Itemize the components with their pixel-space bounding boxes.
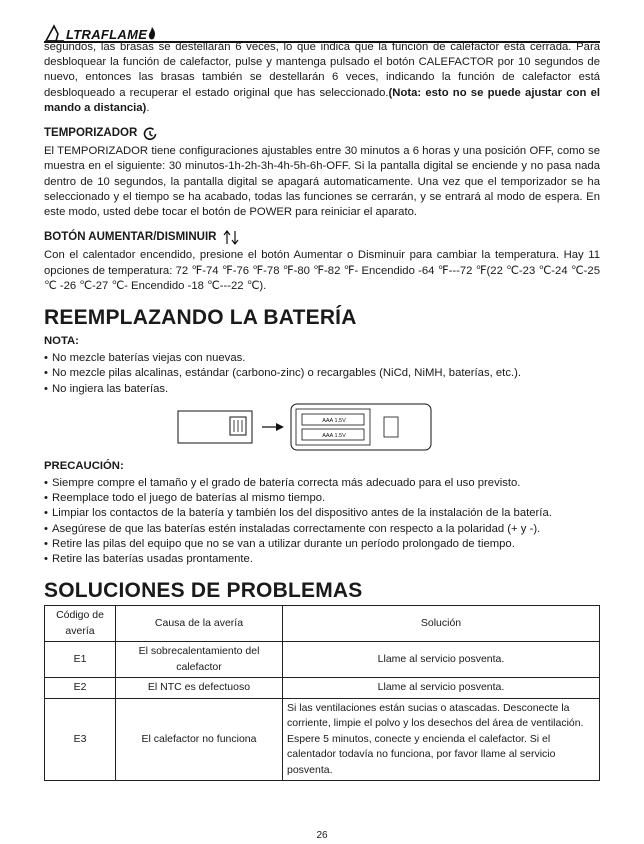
table-cell: El sobrecalentamiento del calefactor	[116, 642, 283, 678]
timer-paragraph: El TEMPORIZADOR tiene configuraciones ajustables entre 30 minutos a 6 horas y una posición OFF, como se muestra en el siguiente: 30 minutos-1h-2h-3h-4h-5h-6h-OFF. Si la pantalla digital se enciende y no pasa nada dentro de 10 segundos, la pantalla digital se apagará automaticamente. Una vez que el temporizador se ha seleccionado y el tiempo se ha acabado, todas las funciones se cerrarán, y se entrará al modo de espera. En este modo, usted debe tocar el botón de POWER para reiniciar el aparato.	[44, 145, 600, 219]
table-cell: Llame al servicio posventa.	[283, 678, 600, 699]
table-cell: Si las ventilaciones están sucias o atascadas. Desconecte la corriente, limpie el polvo y los desechos del área de ventilación. Espere 5 minutos, conecte y encienda el calefactor. Si el calentador todavía no funciona, por favor llame al servicio posventa.	[283, 698, 600, 781]
list-item: • No ingiera las baterías.	[44, 382, 169, 395]
intro-paragraph: segundos, las brasas se destellarán 6 veces, lo que indica que la función de calefactor está cerrada. Para desbloquear la función de calefactor, pulse y mantenga pulsado el botón CALEFACTOR por 10 segundos de nuevo, entonces las brasas también se destellarán 6 veces, indicando la función de calefactor está desbloqueado a recuperar el estado original que has seleccionado.(Nota: esto no se puede ajustar con el mando a distancia).	[44, 41, 600, 114]
battery-title: REEMPLAZANDO LA BATERÍA	[44, 306, 357, 330]
table-cell: E3	[45, 698, 116, 781]
table-cell: E1	[45, 642, 116, 678]
table-header: Solución	[283, 606, 600, 642]
page-number: 26	[316, 830, 328, 841]
up-down-heading: BOTÓN AUMENTAR/DISMINUIR	[44, 230, 600, 245]
content	[44, 40, 600, 781]
table-header: Código de avería	[45, 606, 116, 642]
note-list	[44, 351, 600, 397]
battery-label-1: AAA 1.5V	[322, 417, 346, 424]
list-item: • Reemplace todo el juego de baterías al mismo tiempo.	[44, 492, 326, 505]
list-item: • Asegúrese de que las baterías estén instaladas correctamente con respecto a la polaridad (+ y -).	[44, 522, 541, 535]
troubleshooting-table	[44, 605, 600, 781]
table-cell: Llame al servicio posventa.	[283, 642, 600, 678]
list-item: • No mezcle pilas alcalinas, estándar (carbono-zinc) o recargables (NiCd, NiMH, baterías, etc.).	[44, 367, 522, 380]
table-row	[45, 678, 600, 699]
table-header-row	[45, 606, 600, 642]
caution-list	[44, 476, 600, 567]
table-cell: El calefactor no funciona	[116, 698, 283, 781]
up-down-paragraph: Con el calentador encendido, presione el botón Aumentar o Disminuir para cambiar la temperatura. Hay 11 opciones de temperatura: 72 ℉-74 ℉-76 ℉-78 ℉-80 ℉-82 ℉- Encendido -64 ℉---72 ℉(22 ℃-23 ℃-24 ℃-25 ℃ -26 ℃-27 ℃- Encendido -18 ℃---22 ℃).	[44, 249, 600, 292]
troubleshooting-title: SOLUCIONES DE PROBLEMAS	[44, 579, 363, 603]
timer-heading: TEMPORIZADOR	[44, 126, 600, 141]
brand-name: LTRAFLAME	[66, 27, 148, 42]
list-item: • No mezcle baterías viejas con nuevas.	[44, 352, 246, 365]
battery-figure	[44, 401, 600, 451]
list-item: • Limpiar los contactos de la batería y también los del dispositivo antes de la instalación de la batería.	[44, 507, 552, 520]
list-item: • Siempre compre el tamaño y el grado de batería correcta más adecuado para el uso previsto.	[44, 477, 521, 490]
table-row	[45, 642, 600, 678]
brand-logo	[44, 22, 157, 42]
timer-icon	[143, 127, 157, 141]
list-item: • Retire las pilas del equipo que no se van a utilizar durante un período prolongado de tiempo.	[44, 537, 515, 550]
table-header: Causa de la avería	[116, 606, 283, 642]
up-down-arrows-icon	[223, 230, 239, 245]
note-label: NOTA:	[44, 335, 79, 348]
battery-diagram	[44, 401, 600, 453]
table-cell: El NTC es defectuoso	[116, 678, 283, 699]
list-item: • Retire las baterías usadas prontamente.	[44, 553, 253, 566]
caution-label: PRECAUCIÓN:	[44, 459, 124, 472]
table-row	[45, 698, 600, 781]
table-cell: E2	[45, 678, 116, 699]
battery-label-2: AAA 1.5V	[322, 432, 346, 439]
